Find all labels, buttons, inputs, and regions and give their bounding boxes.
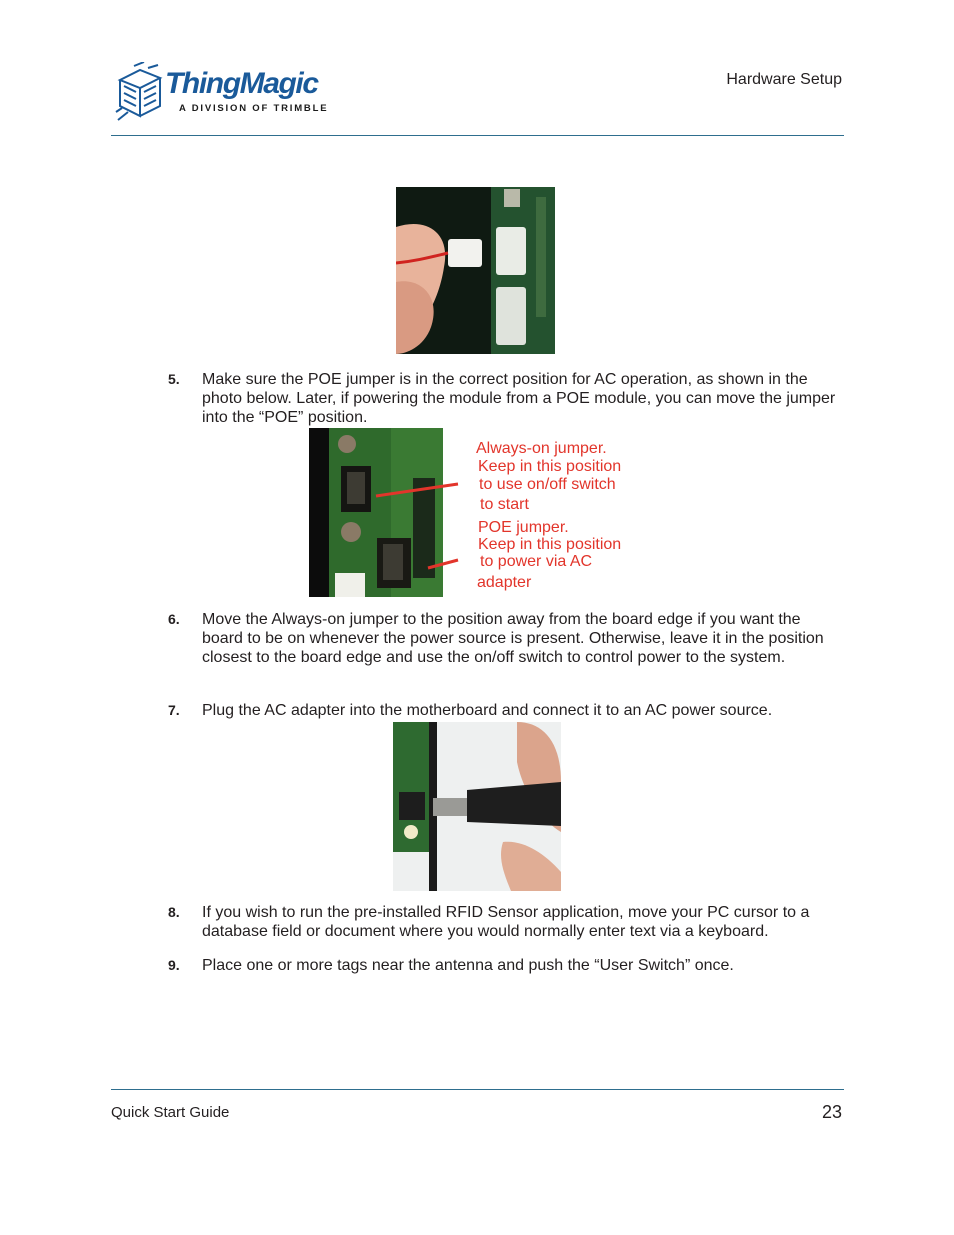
step-text: If you wish to run the pre-installed RFID Sensor application, move your PC cursor to a database field or document where you would normally enter text via a keyboard.: [202, 904, 810, 940]
annotation-always-on-line: to start: [480, 496, 529, 513]
photo-connector-plug: [396, 187, 555, 354]
annotation-always-on-line: to use on/off switch: [479, 476, 616, 493]
step-text: Make sure the POE jumper is in the correct position for AC operation, as shown in the photo below. Later, if powering the module from a POE module, you can move the jumper into the “POE” position.: [202, 371, 836, 426]
annotation-poe-line: adapter: [477, 574, 532, 591]
step-text: Place one or more tags near the antenna and push the “User Switch” once.: [202, 957, 734, 974]
step-8: [168, 903, 844, 941]
step-6: [168, 610, 844, 667]
annotation-poe-line: Keep in this position: [478, 536, 622, 553]
step-number: 5.: [168, 371, 180, 387]
step-number: 9.: [168, 957, 180, 973]
page-number: 23: [821, 1102, 842, 1122]
cube-logo-icon: [114, 62, 164, 126]
annotation-always-on-title: Always-on jumper.: [476, 440, 607, 457]
step-number: 7.: [168, 702, 180, 718]
section-title: Hardware Setup: [726, 71, 842, 88]
step-9: [168, 956, 844, 975]
annotation-poe-line: to power via AC: [480, 553, 593, 570]
step-text: Move the Always-on jumper to the position away from the board edge if you want the board to be on whenever the power source is present. Otherwise, leave it in the position closest to the board edge and use the on/off switch to control power to the system.: [202, 611, 824, 666]
annotation-arrows: [370, 476, 465, 581]
footer-rule: [111, 1089, 844, 1090]
annotation-poe-title: POE jumper.: [478, 519, 569, 536]
header-rule: [111, 135, 844, 136]
step-number: 6.: [168, 611, 180, 627]
annotation-always-on-line: Keep in this position: [478, 458, 622, 475]
brand-division: A DIVISION OF TRIMBLE: [179, 103, 329, 114]
photo-ac-adapter: [393, 722, 561, 891]
step-text: Plug the AC adapter into the motherboard and connect it to an AC power source.: [202, 702, 773, 719]
step-number: 8.: [168, 904, 180, 920]
step-7: [168, 701, 844, 720]
brand-name: ThingMagic: [165, 67, 318, 100]
step-5: [168, 370, 844, 427]
footer-guide-title: Quick Start Guide: [111, 1104, 230, 1121]
